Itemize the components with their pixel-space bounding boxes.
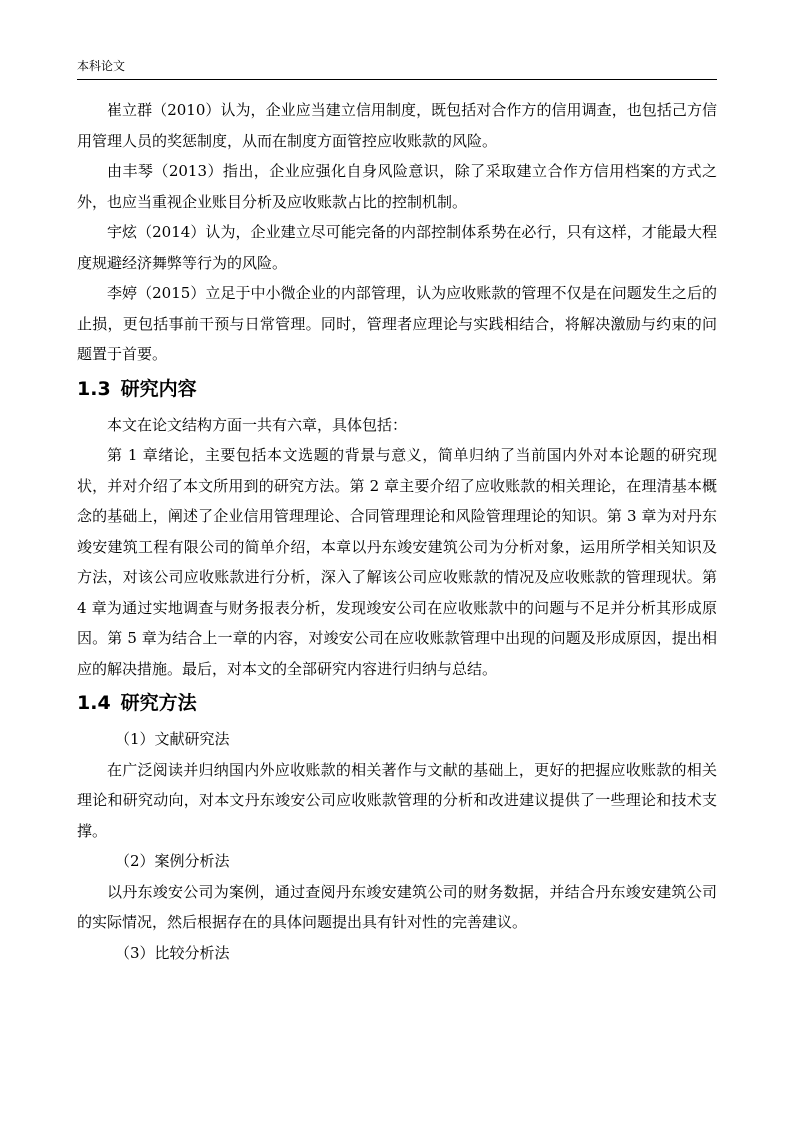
header-divider <box>77 79 717 80</box>
section-title: 研究方法 <box>120 692 197 714</box>
section-title: 研究内容 <box>120 377 197 400</box>
section-1-3-paragraph-2: 第 1 章绪论，主要包括本文选题的背景与意义，简单归纳了当前国内外对本论题的研究现状，并对介绍了本文所用到的研究方法。第 2 章主要介绍了应收账款的相关理论，在理清基本概念的基础上，阐述了企业信用管理理论、合同管理理论和风险管理理论的知识。第 3 章为对丹东竣安建筑工程有限公司的简单介绍，本章以丹东竣安建筑公司为分析对象，运用所学相关知识及方法，对该公司应收账款进行分析，深入了解该公司应收账款的情况及应收账款的管理现状。第 4 章为通过实地调查与财务报表分析，发现竣安公司在应收账款中的问题与不足并分析其形成原因。第 5 章为结合上一章的内容，对竣安公司在应收账款管理中出现的问题及形成原因，提出相应的解决措施。最后，对本文的全部研究内容进行归纳与总结。 <box>77 446 717 678</box>
section-heading-1-4 <box>77 684 717 724</box>
section-1-3-paragraph-1: 本文在论文结构方面一共有六章，具体包括： <box>107 415 408 434</box>
section-heading-1-3 <box>77 370 717 410</box>
section-number: 1.3 <box>77 377 111 400</box>
method-1-title: （1）文献研究法 <box>115 730 230 748</box>
method-3-title: （3）比较分析法 <box>115 943 230 962</box>
method-1-text: 在广泛阅读并归纳国内外应收账款的相关著作与文献的基础上，更好的把握应收账款的相关理论和研究动向，对本文丹东竣安公司应收账款管理的分析和改进建议提供了一些理论和技术支撑。 <box>77 760 717 840</box>
intro-paragraph-2: 由丰琴（2013）指出，企业应强化自身风险意识，除了采取建立合作方信用档案的方式之外，也应当重视企业账目分析及应收账款占比的控制机制。 <box>77 162 717 211</box>
method-2-text: 以丹东竣安公司为案例，通过查阅丹东竣安建筑公司的财务数据，并结合丹东竣安建筑公司的实际情况，然后根据存在的具体问题提出具有针对性的完善建议。 <box>77 882 717 931</box>
page-header-title: 本科论文 <box>77 59 126 73</box>
intro-paragraph-1: 崔立群（2010）认为，企业应当建立信用制度，既包括对合作方的信用调查，也包括己方信用管理人员的奖惩制度，从而在制度方面管控应收账款的风险。 <box>77 101 717 150</box>
page-body <box>77 95 717 968</box>
method-2-title: （2）案例分析法 <box>115 852 230 870</box>
section-number: 1.4 <box>77 692 111 714</box>
intro-paragraph-3: 宇炫（2014）认为，企业建立尽可能完备的内部控制体系势在必行，只有这样，才能最大程度规避经济舞弊等行为的风险。 <box>77 223 717 272</box>
intro-paragraph-4: 李婷（2015）立足于中小微企业的内部管理，认为应收账款的管理不仅是在问题发生之后的止损，更包括事前干预与日常管理。同时，管理者应理论与实践相结合，将解决激励与约束的问题置于首要。 <box>77 284 717 363</box>
